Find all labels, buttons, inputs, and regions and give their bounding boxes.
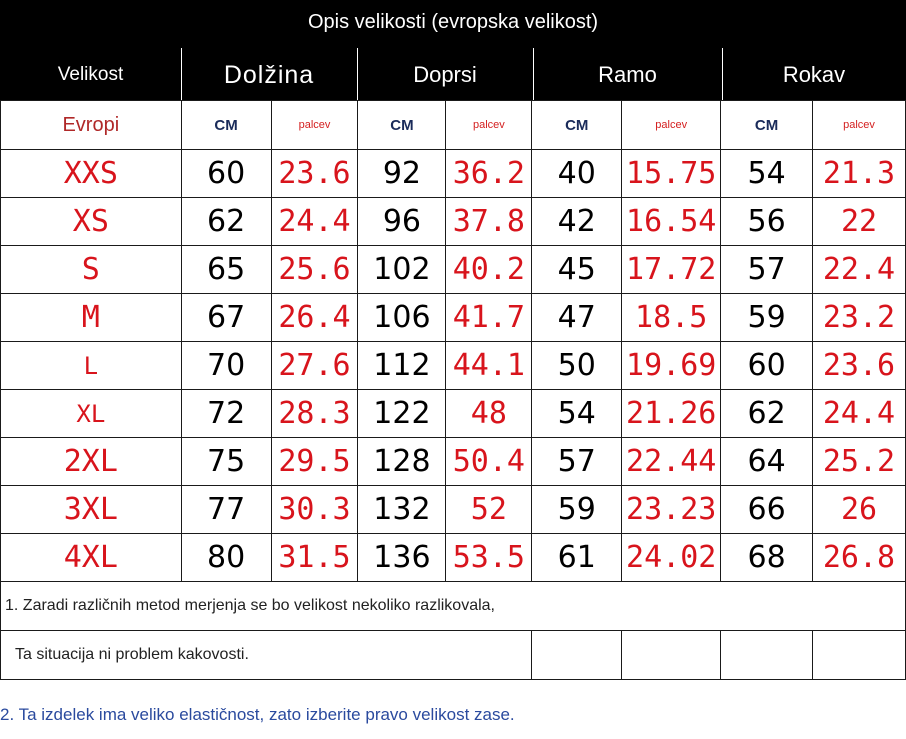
table-row [1, 342, 906, 390]
sleeve-in-cell: 26.8 [813, 534, 906, 582]
header-shoulder: Ramo [598, 62, 657, 87]
table-row [1, 150, 906, 198]
sleeve-cm-cell: 59 [721, 294, 813, 342]
size-label: L [1, 342, 182, 390]
length-cm-cell: 72 [181, 390, 271, 438]
sleeve-cm-cell: 64 [721, 438, 813, 486]
shoulder-cm-cell: 45 [532, 246, 622, 294]
shoulder-cm-cell: 42 [532, 198, 622, 246]
shoulder-in-cell: 18.5 [622, 294, 721, 342]
note-1-line-2: Ta situacija ni problem kakovosti. [1, 631, 532, 680]
sleeve-cm-cell: 62 [721, 390, 813, 438]
shoulder-cm-cell: 47 [532, 294, 622, 342]
chest-in-cell: 53.5 [446, 534, 532, 582]
empty-cell [813, 631, 906, 680]
note-1-line-1: 1. Zaradi različnih metod merjenja se bo velikost nekoliko razlikovala, [1, 582, 906, 631]
chest-in-cell: 40.2 [446, 246, 532, 294]
chest-cm-cell: 96 [358, 198, 446, 246]
empty-cell [721, 631, 813, 680]
length-cm-cell: 80 [181, 534, 271, 582]
length-in-cell: 25.6 [271, 246, 358, 294]
length-cm-cell: 70 [181, 342, 271, 390]
length-in-cell: 23.6 [271, 150, 358, 198]
shoulder-in-cell: 15.75 [622, 150, 721, 198]
length-in-cell: 26.4 [271, 294, 358, 342]
shoulder-in-cell: 23.23 [622, 486, 721, 534]
chest-in-cell: 36.2 [446, 150, 532, 198]
sleeve-cm-cell: 54 [721, 150, 813, 198]
header-chest: Doprsi [413, 62, 477, 87]
sleeve-cm-cell: 68 [721, 534, 813, 582]
size-label: 2XL [1, 438, 182, 486]
sleeve-in-cell: 22.4 [813, 246, 906, 294]
size-label: 3XL [1, 486, 182, 534]
length-cm-cell: 75 [181, 438, 271, 486]
header-length: Dolžina [223, 61, 315, 89]
table-row [1, 534, 906, 582]
chest-in-cell: 50.4 [446, 438, 532, 486]
sleeve-cm-cell: 60 [721, 342, 813, 390]
length-in-cell: 27.6 [271, 342, 358, 390]
chest-in-cell: 48 [446, 390, 532, 438]
chest-in-cell: 52 [446, 486, 532, 534]
size-label: XL [1, 390, 182, 438]
length-cm-cell: 65 [181, 246, 271, 294]
unit-inch: palcev [813, 101, 906, 150]
empty-cell [622, 631, 721, 680]
chest-in-cell: 44.1 [446, 342, 532, 390]
header-sleeve: Rokav [782, 62, 846, 87]
chest-in-cell: 41.7 [446, 294, 532, 342]
table-row [1, 294, 906, 342]
shoulder-cm-cell: 59 [532, 486, 622, 534]
table-row [1, 246, 906, 294]
note-row [1, 582, 906, 631]
sleeve-cm-cell: 66 [721, 486, 813, 534]
table-row [1, 486, 906, 534]
length-cm-cell: 67 [181, 294, 271, 342]
unit-cm: CM [532, 101, 622, 150]
chest-cm-cell: 136 [358, 534, 446, 582]
unit-cm: CM [721, 101, 813, 150]
chest-cm-cell: 112 [358, 342, 446, 390]
length-cm-cell: 60 [181, 150, 271, 198]
note-2: 2. Ta izdelek ima veliko elastičnost, zato izberite pravo velikost zase. [0, 705, 515, 724]
unit-cm: CM [358, 101, 446, 150]
length-cm-cell: 62 [181, 198, 271, 246]
length-cm-cell: 77 [181, 486, 271, 534]
unit-cm: CM [181, 101, 271, 150]
sleeve-cm-cell: 56 [721, 198, 813, 246]
size-label: XS [1, 198, 182, 246]
size-label: 4XL [1, 534, 182, 582]
sleeve-in-cell: 23.6 [813, 342, 906, 390]
shoulder-in-cell: 17.72 [622, 246, 721, 294]
shoulder-in-cell: 19.69 [622, 342, 721, 390]
sleeve-in-cell: 22 [813, 198, 906, 246]
unit-inch: palcev [622, 101, 721, 150]
length-in-cell: 28.3 [271, 390, 358, 438]
chest-cm-cell: 92 [358, 150, 446, 198]
chest-cm-cell: 128 [358, 438, 446, 486]
sleeve-in-cell: 24.4 [813, 390, 906, 438]
shoulder-in-cell: 22.44 [622, 438, 721, 486]
table-row [1, 438, 906, 486]
chest-cm-cell: 122 [358, 390, 446, 438]
chest-cm-cell: 132 [358, 486, 446, 534]
shoulder-in-cell: 21.26 [622, 390, 721, 438]
unit-inch: palcev [446, 101, 532, 150]
table-row [1, 390, 906, 438]
length-in-cell: 30.3 [271, 486, 358, 534]
size-label: S [1, 246, 182, 294]
sleeve-cm-cell: 57 [721, 246, 813, 294]
size-label: M [1, 294, 182, 342]
shoulder-in-cell: 24.02 [622, 534, 721, 582]
length-in-cell: 24.4 [271, 198, 358, 246]
header-size: Velikost [57, 64, 124, 85]
shoulder-cm-cell: 50 [532, 342, 622, 390]
unit-inch: palcev [271, 101, 358, 150]
chest-cm-cell: 106 [358, 294, 446, 342]
shoulder-in-cell: 16.54 [622, 198, 721, 246]
sleeve-in-cell: 25.2 [813, 438, 906, 486]
table-row [1, 198, 906, 246]
chest-in-cell: 37.8 [446, 198, 532, 246]
empty-cell [532, 631, 622, 680]
chest-cm-cell: 102 [358, 246, 446, 294]
size-label: XXS [1, 150, 182, 198]
sleeve-in-cell: 21.3 [813, 150, 906, 198]
sleeve-in-cell: 26 [813, 486, 906, 534]
euro-label: Evropi [1, 101, 182, 150]
note-row [1, 631, 906, 680]
chart-title: Opis velikosti (evropska velikost) [307, 11, 599, 33]
size-table [0, 100, 906, 680]
shoulder-cm-cell: 54 [532, 390, 622, 438]
sleeve-in-cell: 23.2 [813, 294, 906, 342]
length-in-cell: 29.5 [271, 438, 358, 486]
shoulder-cm-cell: 61 [532, 534, 622, 582]
shoulder-cm-cell: 40 [532, 150, 622, 198]
length-in-cell: 31.5 [271, 534, 358, 582]
unit-row [1, 101, 906, 150]
shoulder-cm-cell: 57 [532, 438, 622, 486]
